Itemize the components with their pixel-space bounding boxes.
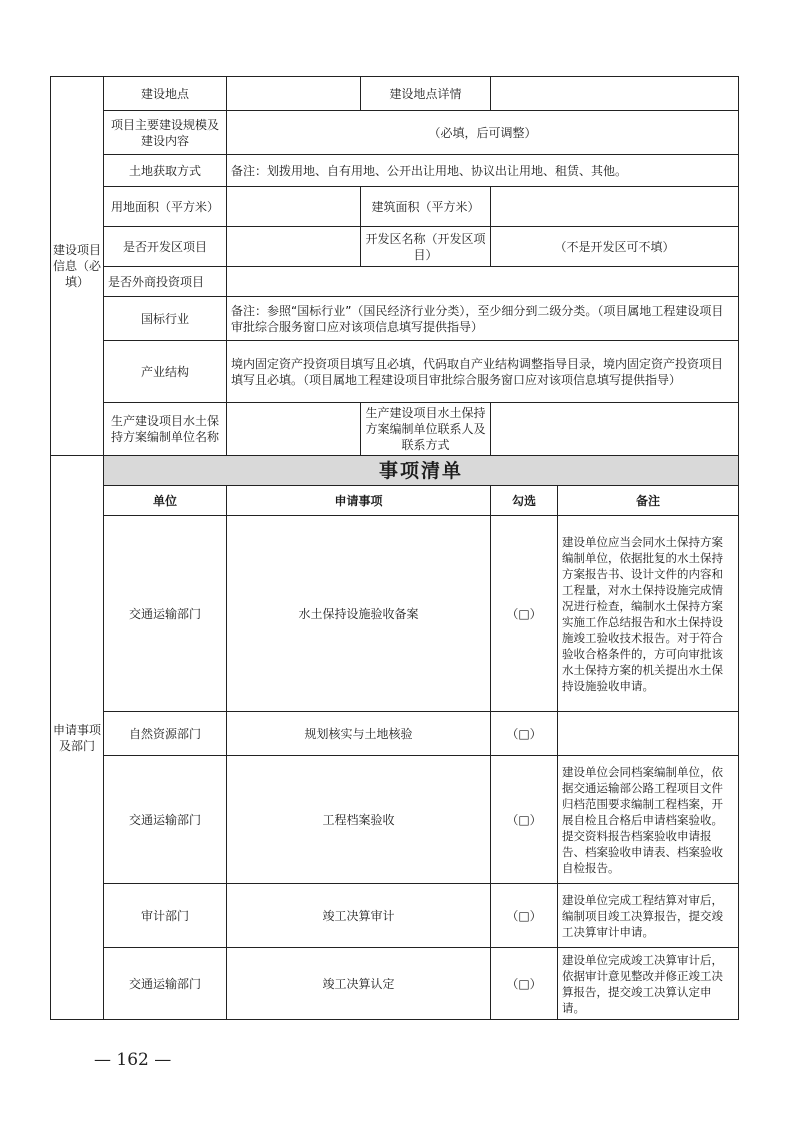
row-checkbox[interactable]: （□） (491, 884, 558, 948)
land-method-field[interactable]: 备注：划拨用地、自有用地、公开出让用地、协议出让用地、租赁、其他。 (227, 155, 739, 187)
row-item: 竣工决算审计 (227, 884, 491, 948)
location-field[interactable] (227, 77, 361, 111)
header-item: 申请事项 (227, 486, 491, 516)
location-detail-label: 建设地点详情 (361, 77, 491, 111)
structure-label: 产业结构 (104, 341, 227, 403)
foreign-invest-field[interactable] (227, 267, 739, 297)
soil-unit-field[interactable] (227, 403, 361, 456)
row-unit: 审计部门 (104, 884, 227, 948)
location-label: 建设地点 (104, 77, 227, 111)
project-form-table (50, 76, 739, 1020)
row-checkbox[interactable]: （□） (491, 516, 558, 712)
soil-unit-label: 生产建设项目水土保持方案编制单位名称 (104, 403, 227, 456)
land-area-field[interactable] (227, 187, 361, 227)
row-item: 规划核实与土地核验 (227, 712, 491, 756)
table-row (51, 516, 739, 712)
dev-zone-label: 是否开发区项目 (104, 227, 227, 267)
header-note: 备注 (558, 486, 739, 516)
row-note: 建设单位完成工程结算对审后，编制项目竣工决算报告，提交竣工决算审计申请。 (558, 884, 739, 948)
section-label-application-items: 申请事项及部门 (51, 456, 104, 1020)
table-row (51, 712, 739, 756)
section-label-project-info: 建设项目信息（必填） (51, 77, 104, 456)
row-checkbox[interactable]: （□） (491, 756, 558, 884)
header-unit: 单位 (104, 486, 227, 516)
scale-label: 项目主要建设规模及建设内容 (104, 111, 227, 155)
row-note: 建设单位应当会同水土保持方案编制单位，依据批复的水土保持方案报告书、设计文件的内容和工程量，对水土保持设施完成情况进行检查，编制水土保持方案实施工作总结报告和水土保持设施竣工验收技术报告。对于符合验收合格条件的，方可向审批该水土保持方案的机关提出水土保持设施验收申请。 (558, 516, 739, 712)
row-checkbox[interactable]: （□） (491, 712, 558, 756)
location-detail-field[interactable] (491, 77, 739, 111)
table-row (51, 884, 739, 948)
table-row (51, 756, 739, 884)
dev-zone-name-label: 开发区名称（开发区项目） (361, 227, 491, 267)
building-area-label: 建筑面积（平方米） (361, 187, 491, 227)
row-item: 工程档案验收 (227, 756, 491, 884)
structure-field[interactable]: 境内固定资产投资项目填写且必填，代码取自产业结构调整指导目录，境内固定资产投资项目填写且必填。（项目属地工程建设项目审批综合服务窗口应对该项信息填写提供指导） (227, 341, 739, 403)
row-note: 建设单位完成竣工决算审计后，依据审计意见整改并修正竣工决算报告，提交竣工决算认定申请。 (558, 948, 739, 1020)
industry-label: 国标行业 (104, 297, 227, 341)
land-area-label: 用地面积（平方米） (104, 187, 227, 227)
table-row (51, 948, 739, 1020)
page-number: — 162 — (94, 1050, 172, 1070)
dev-zone-field[interactable] (227, 227, 361, 267)
row-note (558, 712, 739, 756)
header-check: 勾选 (491, 486, 558, 516)
row-note: 建设单位会同档案编制单位，依据交通运输部公路工程项目文件归档范围要求编制工程档案，开展自检且合格后申请档案验收。提交资料报告档案验收申请报告、档案验收申请表、档案验收自检报告。 (558, 756, 739, 884)
row-unit: 交通运输部门 (104, 516, 227, 712)
row-unit: 交通运输部门 (104, 948, 227, 1020)
row-unit: 交通运输部门 (104, 756, 227, 884)
building-area-field[interactable] (491, 187, 739, 227)
foreign-invest-label: 是否外商投资项目 (104, 267, 227, 297)
land-method-label: 土地获取方式 (104, 155, 227, 187)
scale-field[interactable]: （必填，后可调整） (227, 111, 739, 155)
item-list-banner: 事项清单 (104, 456, 739, 486)
row-item: 水土保持设施验收备案 (227, 516, 491, 712)
soil-contact-label: 生产建设项目水土保持方案编制单位联系人及联系方式 (361, 403, 491, 456)
row-checkbox[interactable]: （□） (491, 948, 558, 1020)
row-item: 竣工决算认定 (227, 948, 491, 1020)
industry-field[interactable]: 备注：参照“国标行业”（国民经济行业分类），至少细分到二级分类。（项目属地工程建设项目审批综合服务窗口应对该项信息填写提供指导） (227, 297, 739, 341)
row-unit: 自然资源部门 (104, 712, 227, 756)
dev-zone-name-field[interactable]: （不是开发区可不填） (491, 227, 739, 267)
soil-contact-field[interactable] (491, 403, 739, 456)
